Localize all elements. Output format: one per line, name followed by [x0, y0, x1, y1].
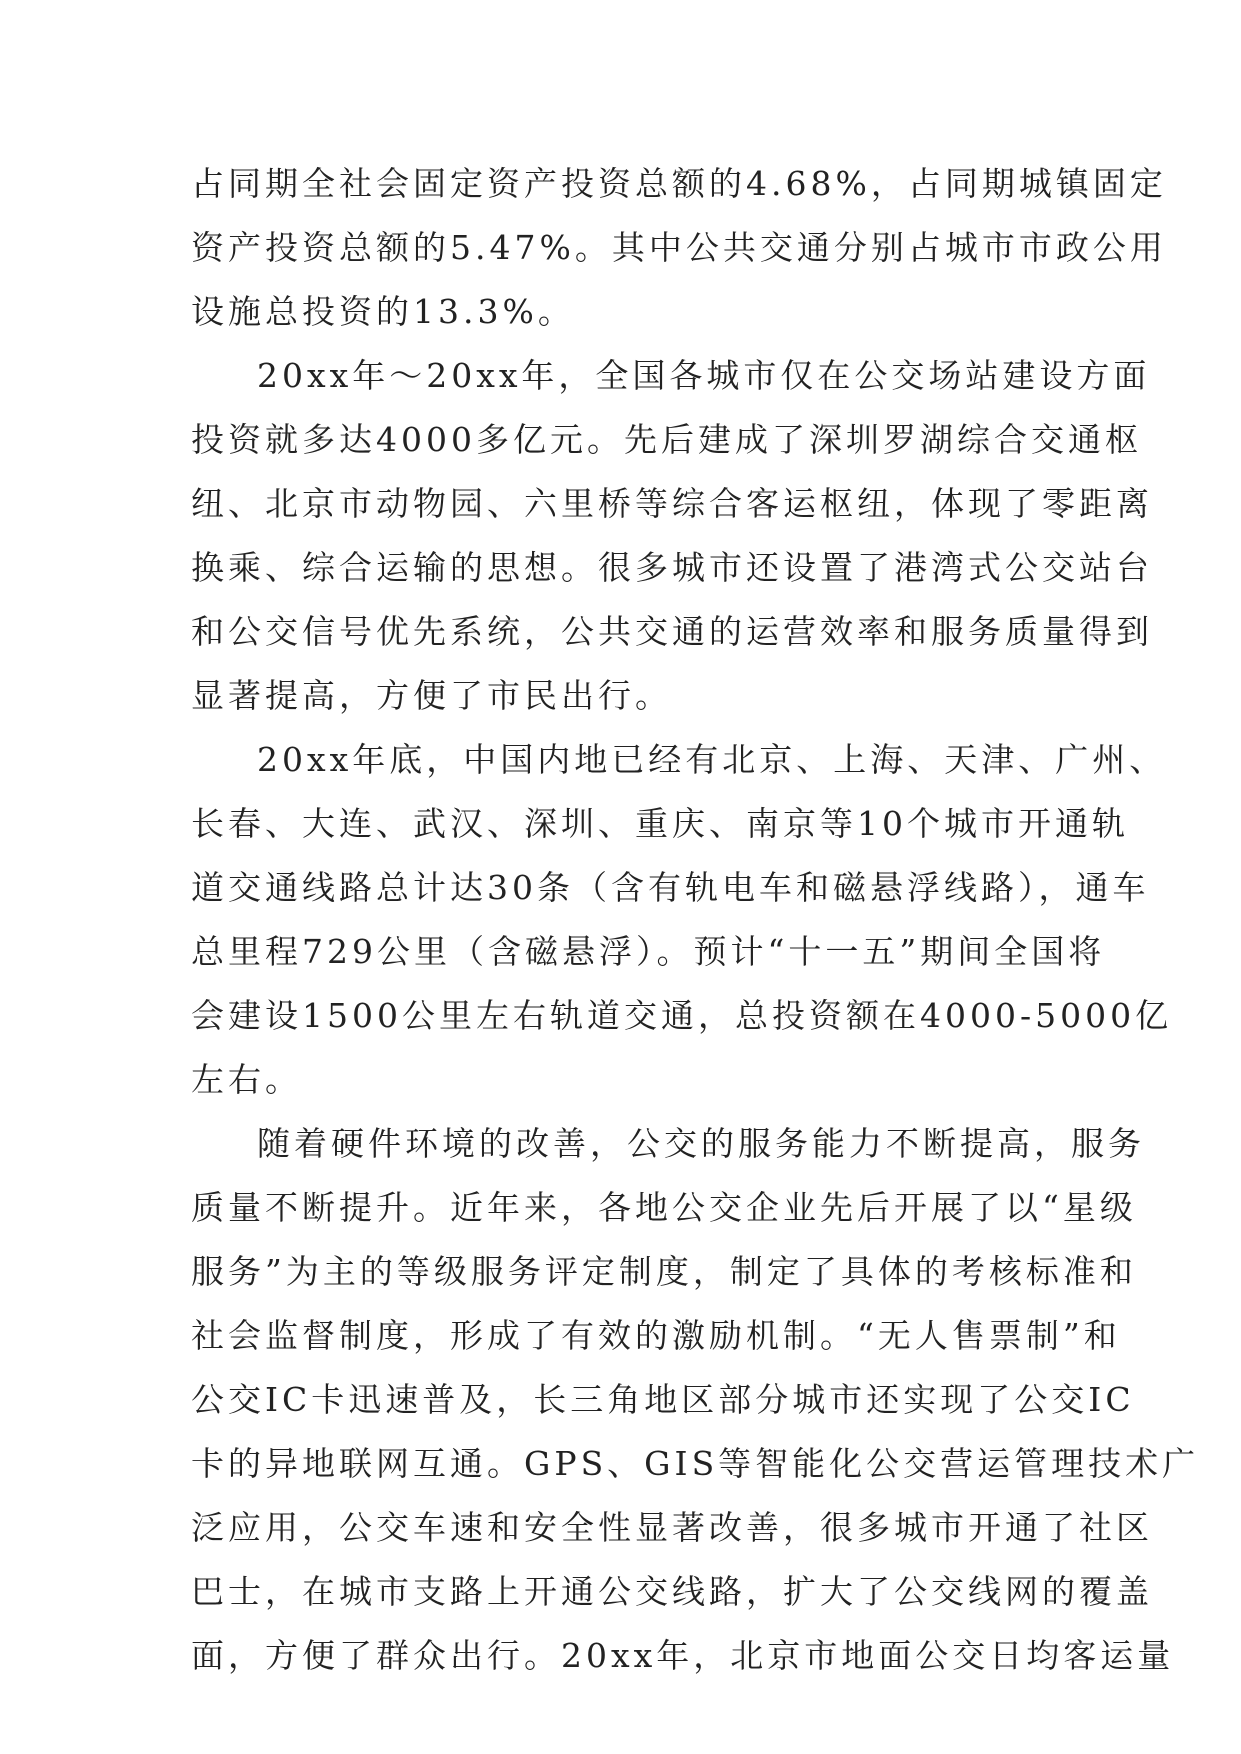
- paragraph-service-quality: [191, 1112, 1200, 1688]
- text-line: 20xx年底，中国内地已经有北京、上海、天津、广州、: [257, 740, 1167, 779]
- text-line: 卡的异地联网互通。GPS、GIS等智能化公交营运管理技术广: [191, 1444, 1200, 1483]
- text-line: 随着硬件环境的改善，公交的服务能力不断提高，服务: [257, 1124, 1145, 1163]
- paragraph-rail-transit: [191, 728, 1173, 1112]
- text-line: 总里程729公里（含磁悬浮）。预计“十一五”期间全国将: [191, 932, 1106, 971]
- text-line: 面，方便了群众出行。20xx年，北京市地面公交日均客运量: [191, 1636, 1175, 1675]
- text-line: 换乘、综合运输的思想。很多城市还设置了港湾式公交站台: [191, 548, 1153, 587]
- text-line: 和公交信号优先系统，公共交通的运营效率和服务质量得到: [191, 612, 1153, 651]
- text-line: 会建设1500公里左右轨道交通，总投资额在4000-5000亿: [191, 996, 1173, 1035]
- text-line: 巴士，在城市支路上开通公交线路，扩大了公交线网的覆盖: [191, 1572, 1153, 1611]
- text-line: 左右。: [191, 1060, 302, 1099]
- text-line: 资产投资总额的5.47%。其中公共交通分别占城市市政公用: [191, 228, 1167, 267]
- text-line: 服务”为主的等级服务评定制度，制定了具体的考核标准和: [191, 1252, 1137, 1291]
- text-line: 泛应用，公交车速和安全性显著改善，很多城市开通了社区: [191, 1508, 1153, 1547]
- paragraph-continuation: [191, 152, 1167, 344]
- text-line: 公交IC卡迅速普及，长三角地区部分城市还实现了公交IC: [191, 1380, 1135, 1419]
- paragraph-hub-investment: [191, 344, 1153, 728]
- text-line: 质量不断提升。近年来，各地公交企业先后开展了以“星级: [191, 1188, 1137, 1227]
- text-line: 占同期全社会固定资产投资总额的4.68%，占同期城镇固定: [191, 164, 1167, 203]
- text-line: 社会监督制度，形成了有效的激励机制。“无人售票制”和: [191, 1316, 1121, 1355]
- text-line: 设施总投资的13.3%。: [191, 292, 575, 331]
- text-line: 长春、大连、武汉、深圳、重庆、南京等10个城市开通轨: [191, 804, 1129, 843]
- document-body: [191, 152, 1200, 1688]
- text-line: 纽、北京市动物园、六里桥等综合客运枢纽，体现了零距离: [191, 484, 1153, 523]
- text-line: 道交通线路总计达30条（含有轨电车和磁悬浮线路），通车: [191, 868, 1150, 907]
- text-line: 投资就多达4000多亿元。先后建成了深圳罗湖综合交通枢: [191, 420, 1142, 459]
- text-line: 20xx年～20xx年，全国各城市仅在公交场站建设方面: [257, 356, 1151, 395]
- text-line: 显著提高，方便了市民出行。: [191, 676, 672, 715]
